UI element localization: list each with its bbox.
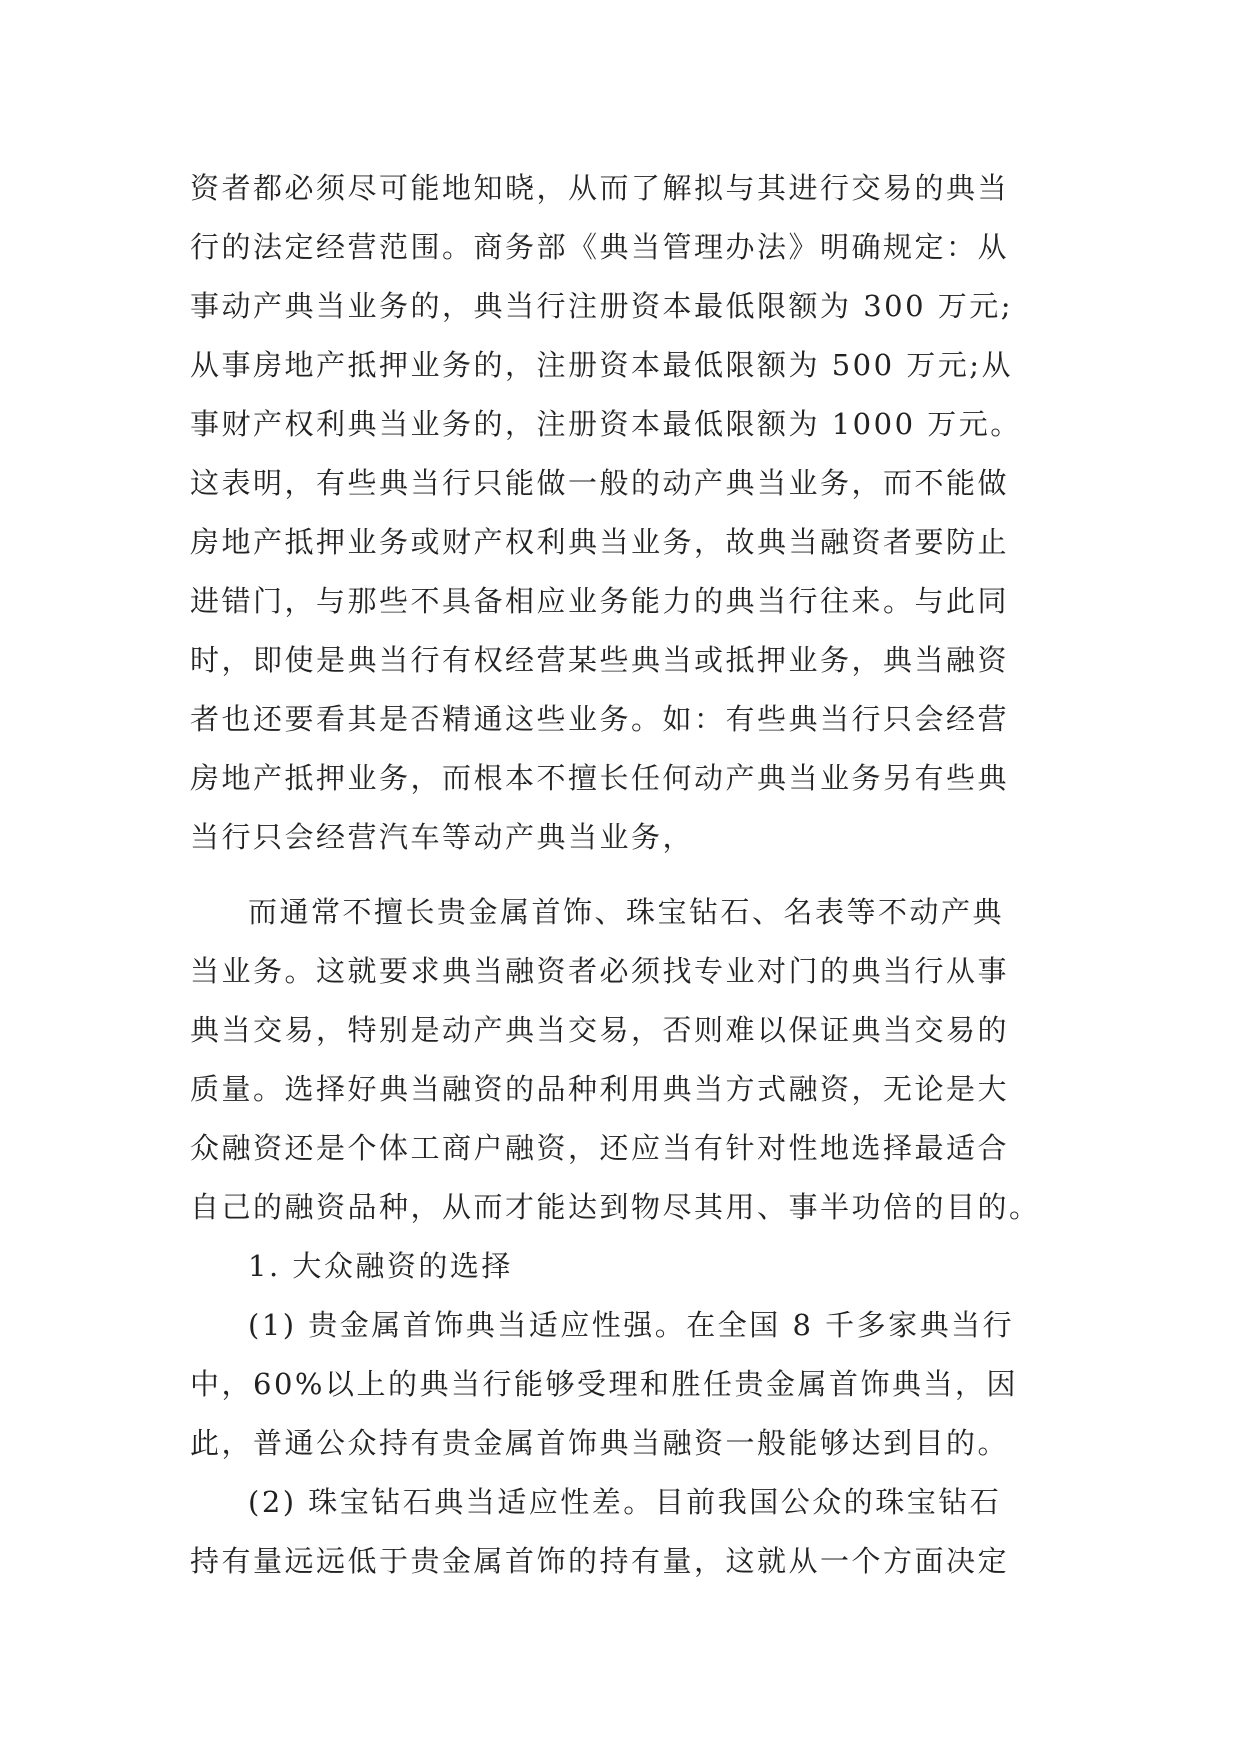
body-text xyxy=(190,159,1060,1591)
text-line: 进错门，与那些不具备相应业务能力的典当行往来。与此同 xyxy=(190,584,1010,618)
text-line: 资者都必须尽可能地知晓，从而了解拟与其进行交易的典当 xyxy=(190,171,1010,205)
text-line: 行的法定经营范围。商务部《典当管理办法》明确规定：从 xyxy=(190,230,1010,264)
text-line: 当业务。这就要求典当融资者必须找专业对门的典当行从事 xyxy=(190,954,1010,988)
text-line: 事财产权利典当业务的，注册资本最低限额为 1000 万元。 xyxy=(190,407,1022,441)
text-line: 这表明，有些典当行只能做一般的动产典当业务，而不能做 xyxy=(190,466,1010,500)
text-line: 质量。选择好典当融资的品种利用典当方式融资，无论是大 xyxy=(190,1072,1010,1106)
text-line: 此，普通公众持有贵金属首饰典当融资一般能够达到目的。 xyxy=(190,1426,1010,1460)
text-line: 房地产抵押业务，而根本不擅长任何动产典当业务另有些典 xyxy=(190,761,1010,795)
paragraph-start-line: (1) 贵金属首饰典当适应性强。在全国 8 千多家典当行 xyxy=(248,1308,1015,1342)
paragraph-start-line: (2) 珠宝钻石典当适应性差。目前我国公众的珠宝钻石 xyxy=(248,1485,1002,1519)
text-line: 中，60%以上的典当行能够受理和胜任贵金属首饰典当，因 xyxy=(190,1367,1018,1401)
text-line: 房地产抵押业务或财产权利典当业务，故典当融资者要防止 xyxy=(190,525,1010,559)
text-line: 时，即使是典当行有权经营某些典当或抵押业务，典当融资 xyxy=(190,643,1010,677)
text-line: 当行只会经营汽车等动产典当业务， xyxy=(190,820,695,854)
paragraph-start-line: 而通常不擅长贵金属首饰、珠宝钻石、名表等不动产典 xyxy=(248,895,1005,929)
text-line: 事动产典当业务的，典当行注册资本最低限额为 300 万元; xyxy=(190,289,1014,323)
text-line: 众融资还是个体工商户融资，还应当有针对性地选择最适合 xyxy=(190,1131,1010,1165)
text-line: 典当交易，特别是动产典当交易，否则难以保证典当交易的 xyxy=(190,1013,1010,1047)
text-line: 者也还要看其是否精通这些业务。如：有些典当行只会经营 xyxy=(190,702,1010,736)
text-line: 持有量远远低于贵金属首饰的持有量，这就从一个方面决定 xyxy=(190,1544,1010,1578)
text-line: 自己的融资品种，从而才能达到物尽其用、事半功倍的目的。 xyxy=(190,1190,1041,1224)
section-heading: 1. 大众融资的选择 xyxy=(248,1249,513,1283)
text-line: 从事房地产抵押业务的，注册资本最低限额为 500 万元;从 xyxy=(190,348,1014,382)
